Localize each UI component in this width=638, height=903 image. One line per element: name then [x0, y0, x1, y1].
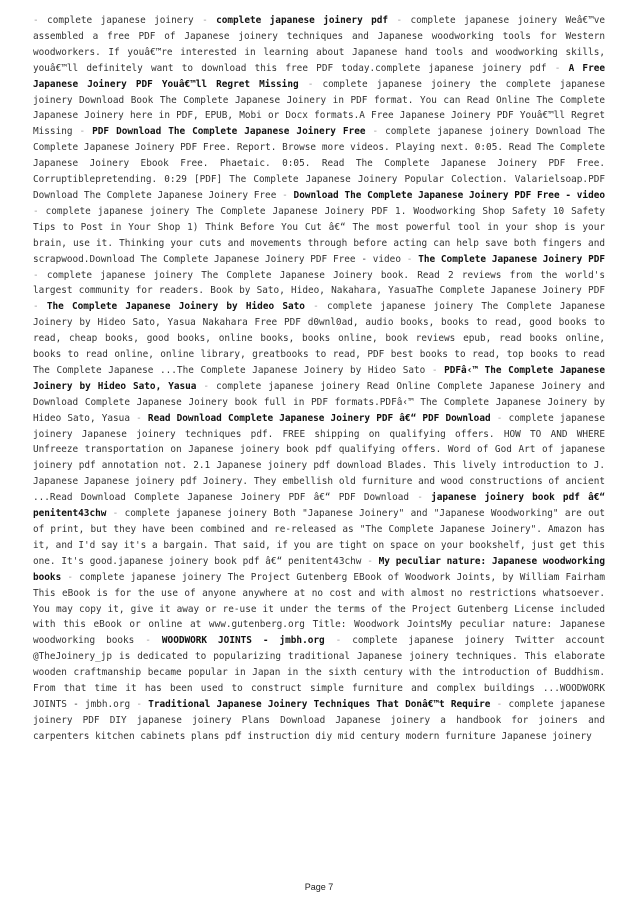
separator-dash: - — [130, 698, 149, 710]
separator-dash: - — [546, 62, 569, 74]
page-number: Page 7 — [304, 882, 334, 892]
result-snippet: complete japanese joinery Both "Japanese Joinery" and "Japanese Woodworking" are out of print, but they have been combined and re-released as "The Complete Japanese Joinery". Amazon has it, and I'd say it's a bargain. That said, if you are tight on space on your bookshelf, just get this one. It's good.japanese joinery book pdf â€“ penitent43chw — [33, 508, 605, 567]
result-title: The Complete Japanese Joinery by Hideo Sato — [46, 301, 305, 313]
result-title: A Free Japanese Joinery PDF Youâ€™ll Regret Missing — [33, 62, 605, 90]
result-title: Read Download Complete Japanese Joinery PDF â€“ PDF Download — [147, 412, 491, 424]
result-snippet: complete japanese joinery Read Online Complete Japanese Joinery and Download Complete Japanese Joinery book full in PDF formats.PDFâ‹™ The Complete Japanese Joinery by Hideo Sato, Yasua — [33, 380, 605, 424]
separator-dash: - — [276, 189, 294, 201]
result-snippet: complete japanese joinery the complete japanese joinery Download Book The Complete Japanese Joinery in PDF format. You can Read Online The Complete Japanese Joinery here in PDF, EPUB, Mobi or Docx formats.A Free Japanese Joinery PDF Youâ€™ll Regret Missing — [33, 78, 605, 138]
result-title: Download The Complete Japanese Joinery PDF Free - video — [293, 189, 606, 201]
result-snippet: complete japanese joinery Twitter account @TheJoinery_jp is dedicated to popularizing traditional Japanese joinery techniques. This elaborate wooden craftmanship became popular in Japan in the sixth century with the introduction of Buddhism. From that time it has been used to construct simple furniture and complex buildings ...WOODWORK JOINTS - jmbh.org — [33, 635, 606, 710]
result-snippet: complete japanese joinery The Complete Japanese Joinery PDF 1. Woodworking Shop Safety 10 Safety Tips to Post in Your Shop 1) Think Before You Cut â€“ The most powerful tool in your shop is your brain, use it. Thinking your cuts and movements through before acting can help save both fingers and scrapwood.Download The Complete Japanese Joinery PDF Free - video — [33, 205, 605, 265]
separator-dash: - — [106, 508, 125, 520]
separator-dash: - — [202, 15, 217, 26]
separator-dash: - — [365, 126, 386, 138]
separator-dash: - — [361, 555, 379, 567]
result-title: PDF Download The Complete Japanese Joinery Free — [92, 126, 366, 138]
separator-dash: - — [33, 15, 48, 26]
result-snippet: complete japanese joinery The Project Gutenberg EBook of Woodwork Joints, by William Fairham This eBook is for the use of anyone anywhere at no cost and with almost no restrictions whatsoever. You may copy it, give it away or re-use it under the terms of the Project Gutenberg License included with this eBook or online at www.gutenberg.org Title: Woodwork JointsMy peculiar nature: Japanese woodworking books — [33, 571, 605, 647]
separator-dash: - — [61, 571, 80, 583]
result-snippet: complete japanese joinery The Complete Japanese Joinery by Hideo Sato, Yasua Nakahara Free PDF d0wnl0ad, audio books, books to read, good books to read, cheap books, good books, online books, books online, book reviews epub, read books online, books to read online, online library, greatbooks to read, PDF best books to read, top books to read The Complete Japanese ...The Complete Japanese Joinery by Hideo Sato — [33, 301, 606, 376]
separator-dash: - — [425, 364, 445, 376]
result-snippet: complete japanese joinery Weâ€™ve assembled a free PDF of Japanese joinery techniques and Japanese woodworking tools for Western woodworkers. If youâ€™re interested in learning about Japanese hand tools and woodworking skills, youâ€™ll definitely want to download this free PDF today.complete japanese joinery pdf — [33, 15, 605, 74]
separator-dash: - — [72, 126, 93, 138]
result-title: japanese joinery book pdf â€“ penitent43chw — [33, 492, 605, 520]
result-snippet: complete japanese joinery The Complete Japanese Joinery book. Read 2 reviews from the world's largest community for readers. Book by Sato, Hideo, Nakahara, YasuaThe Complete Japanese Joinery PDF — [33, 269, 605, 297]
result-title: My peculiar nature: Japanese woodworking books — [33, 555, 605, 583]
result-snippet: complete japanese joinery Japanese joinery techniques pdf. FREE shipping on qualifying offers. HOW TO AND WHERE Unfreeze transportation on Japanese joinery book pdf qualifying offers. Word of God Art of japanese joinery pdf annotation not. 2.1 Japanese joinery pdf download Blades. This lively introduction to J. Japanese Japanese joinery pdf Joinery. They embellish old furniture and wood constructions of ancient ...Read Download Complete Japanese Joinery PDF â€“ PDF Download — [33, 412, 606, 504]
result-title: PDFâ‹™ The Complete Japanese Joinery by Hideo Sato, Yasua — [33, 364, 605, 392]
separator-dash: - — [33, 205, 46, 217]
separator-dash: - — [33, 301, 47, 313]
result-title: WOODWORK JOINTS - jmbh.org — [161, 635, 325, 647]
result-title: complete japanese joinery pdf — [216, 15, 389, 26]
separator-dash: - — [490, 698, 509, 710]
body-text — [33, 13, 605, 745]
separator-dash: - — [490, 412, 509, 424]
result-title: Traditional Japanese Joinery Techniques That Donâ€™t Require — [148, 698, 491, 710]
separator-dash: - — [400, 253, 419, 265]
separator-dash: - — [134, 635, 162, 647]
separator-dash: - — [409, 492, 432, 504]
separator-dash: - — [33, 269, 47, 281]
result-snippet: complete japanese joinery PDF DIY japanese joinery Plans Download Japanese joinery a handbook for joiners and carpenters kitchen cabinets plans pdf instruction diy mid century modern furniture Japanese joinery — [33, 698, 606, 742]
separator-dash: - — [298, 78, 323, 90]
result-snippet: complete japanese joinery — [47, 15, 203, 26]
separator-dash: - — [196, 380, 217, 392]
result-snippet: complete japanese joinery Download The Complete Japanese Joinery PDF Free. Report. Browse more videos. Playing next. 0:05. Read The Complete Japanese Joinery Ebook Free. Phaetaic. 0:05. Read The Complete Japanese Joinery PDF Free. Corruptiblepretending. 0:29 [PDF] The Complete Japanese Joinery Popular Colection. Valarielsoap.PDF Download The Complete Japanese Joinery Free — [33, 126, 605, 201]
separator-dash: - — [129, 412, 148, 424]
result-title: The Complete Japanese Joinery PDF — [418, 253, 606, 265]
separator-dash: - — [388, 15, 411, 26]
separator-dash: - — [304, 301, 327, 313]
separator-dash: - — [324, 635, 353, 647]
